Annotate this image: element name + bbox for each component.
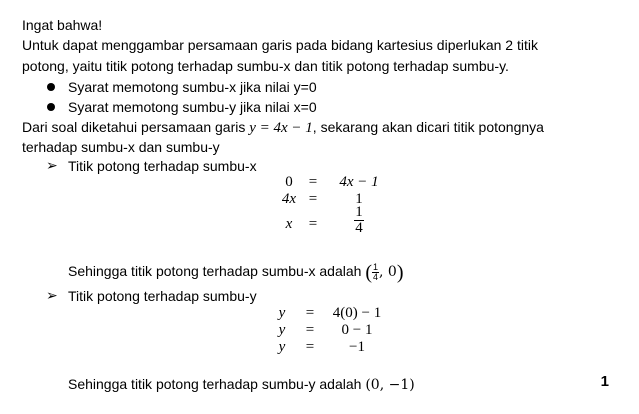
eq-y-row3-lhs <box>272 339 292 356</box>
eq-x-row2-lhs-text: 4x <box>281 191 297 207</box>
eq-y-row3-rhs: −1 <box>349 339 365 355</box>
given-line-1 <box>22 118 544 137</box>
arrow-bullet-icon: ➢ <box>46 157 58 173</box>
point-rest: , 0 <box>379 264 397 280</box>
eq-x-row1-op: = <box>308 174 318 190</box>
point-coordinate: (0, −1) <box>365 377 415 393</box>
page-number: 1 <box>600 373 609 390</box>
eq-x-row2-op: = <box>308 191 318 207</box>
eq-x-row1-rhs <box>333 174 385 191</box>
eq-x-row1-lhs: 0 <box>285 174 293 190</box>
given-prefix: Dari soal diketahui persamaan garis <box>22 119 250 135</box>
paren-close: ) <box>396 261 404 284</box>
arrow-bullet-icon: ➢ <box>46 287 58 303</box>
eq-y-row2-lhs-text: y <box>278 322 286 338</box>
eq-x-row3-op: = <box>308 216 318 232</box>
eq-y-row2-op: = <box>305 322 315 338</box>
point-fraction-numerator: 1 <box>373 261 379 272</box>
eq-x-row3-lhs <box>276 216 302 233</box>
section-x-title: Titik potong terhadap sumbu-x <box>68 158 257 174</box>
given-suffix: , sekarang akan dicari titik potongnya <box>312 119 544 135</box>
given-equation: y = 4x − 1 <box>249 120 313 136</box>
conclusion-text: Sehingga titik potong terhadap sumbu-y adalah <box>68 376 366 392</box>
eq-x-row2-lhs <box>276 191 302 208</box>
heading: Ingat bahwa! <box>22 17 103 33</box>
eq-x-row3-lhs-text: x <box>285 216 293 232</box>
eq-y-row2-lhs <box>272 322 292 339</box>
intro-line-2: potong, yaitu titik potong terhadap sumbu-x dan titik potong terhadap sumbu-y. <box>22 58 509 74</box>
fraction <box>354 205 364 236</box>
eq-y-row1-lhs-text: y <box>278 305 286 321</box>
point-fraction-denominator: 4 <box>373 271 379 282</box>
eq-y-row2-rhs: 0 − 1 <box>341 322 373 338</box>
conclusion-text: Sehingga titik potong terhadap sumbu-x adalah <box>68 263 366 279</box>
section-y-conclusion <box>68 375 415 394</box>
bullet-dot <box>47 103 55 111</box>
eq-x-row3-fraction <box>348 205 370 236</box>
point-fraction <box>372 263 379 282</box>
eq-x-row1-rhs-text: 4x − 1 <box>339 174 379 190</box>
section-y-title: Titik potong terhadap sumbu-y <box>68 288 257 304</box>
eq-y-row3-lhs-text: y <box>278 339 286 355</box>
fraction-numerator: 1 <box>355 204 363 220</box>
eq-y-row3-op: = <box>305 339 315 355</box>
bullet-item-x: Syarat memotong sumbu-x jika nilai y=0 <box>68 79 317 95</box>
paren-open: ( <box>365 261 372 284</box>
eq-y-row1-lhs <box>272 305 292 322</box>
bullet-dot <box>47 83 55 91</box>
intro-line-1: Untuk dapat menggambar persamaan garis pada bidang kartesius diperlukan 2 titik <box>22 37 538 53</box>
eq-y-row1-op: = <box>305 305 315 321</box>
fraction-denominator: 4 <box>355 220 363 236</box>
bullet-item-y: Syarat memotong sumbu-y jika nilai x=0 <box>68 99 317 115</box>
eq-x-row2-rhs: 1 <box>355 191 363 207</box>
section-x-conclusion <box>68 262 404 282</box>
given-line-2: terhadap sumbu-x dan sumbu-y <box>22 139 220 155</box>
eq-y-row1-rhs: 4(0) − 1 <box>332 305 382 321</box>
